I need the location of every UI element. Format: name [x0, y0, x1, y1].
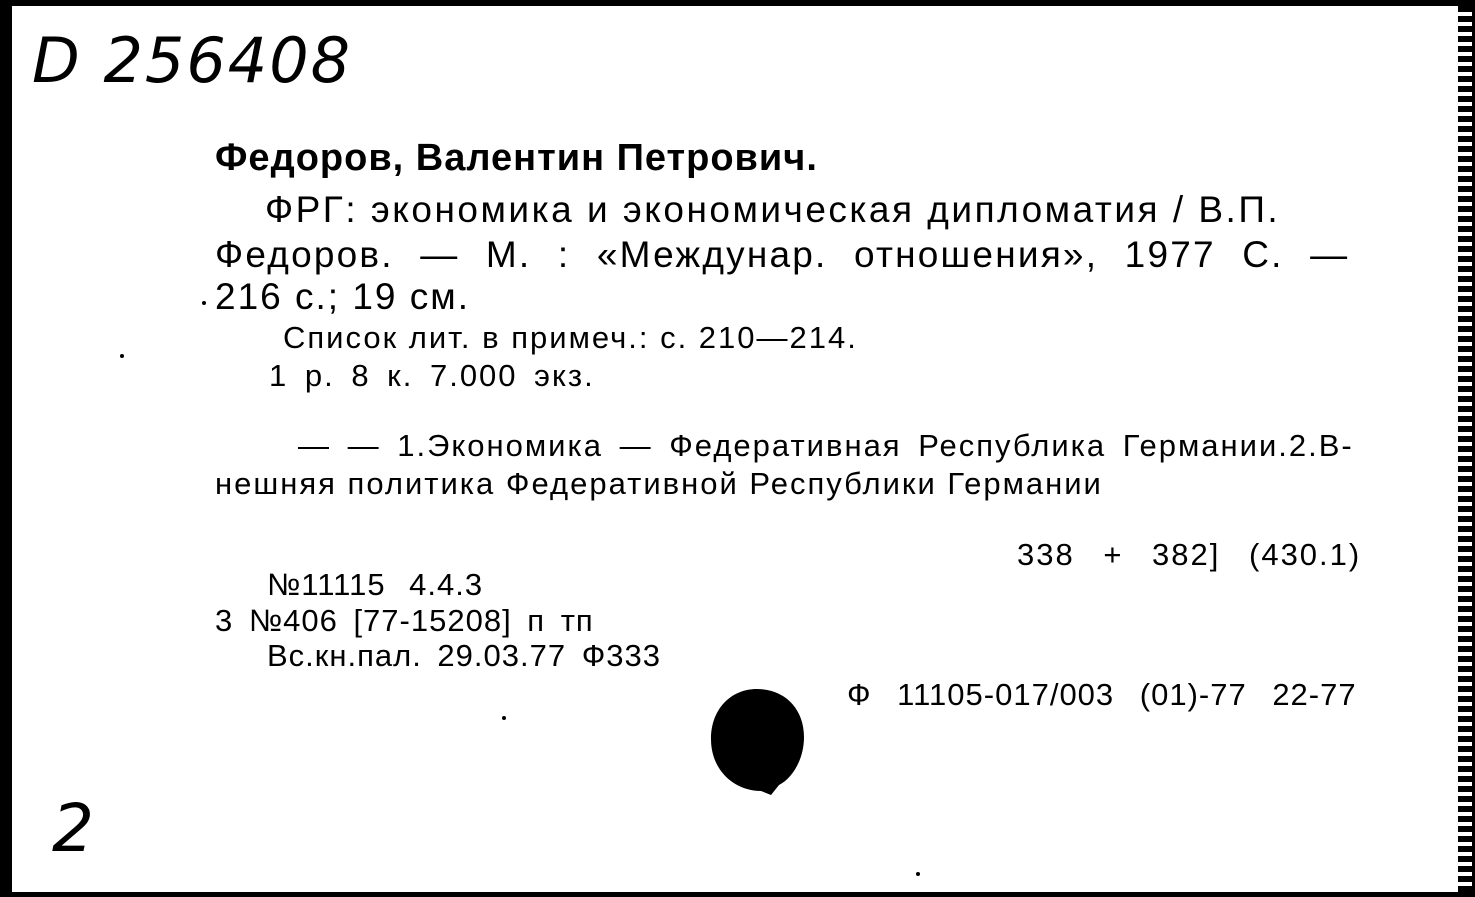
- speck-dot: [916, 872, 920, 876]
- speck-dot: [120, 354, 124, 358]
- price-note: 1 р. 8 к. 7.000 экз.: [269, 358, 595, 393]
- punched-hole: [709, 687, 805, 797]
- subjects-line-2: нешняя политика Федеративной Республики Германии: [215, 466, 1103, 501]
- chamber-info: Вс.кн.пал. 29.03.77 Ф333: [267, 638, 661, 673]
- bibliography-note: Список лит. в примеч.: с. 210—214.: [283, 320, 858, 355]
- order-info: 3 №406 [77-15208] п тп: [215, 603, 594, 638]
- title-line-3: 216 с.; 19 см.: [215, 276, 471, 317]
- handwritten-catalog-number: D 256408: [32, 24, 353, 97]
- speck-dot: [502, 716, 506, 720]
- index-code: Ф 11105-017/003 (01)-77 22-77: [847, 677, 1357, 712]
- title-line-2: Федоров. — М. : «Междунар. отношения», 1977 С. —: [215, 234, 1350, 275]
- title-line-1: ФРГ: экономика и экономическая дипломатия / В.П.: [265, 189, 1281, 230]
- handwritten-corner-mark: 2: [52, 790, 94, 867]
- catalog-card: [12, 6, 1460, 892]
- subjects-line-1: — — 1.Экономика — Федеративная Республика Германии.2.В-: [298, 428, 1354, 463]
- author-heading: Федоров, Валентин Петрович.: [215, 137, 818, 179]
- speck-dot: [202, 301, 206, 305]
- card-edge: [1458, 6, 1472, 892]
- classification-code: 338 + 382] (430.1): [1017, 537, 1362, 572]
- register-number: №11115 4.4.3: [267, 567, 484, 602]
